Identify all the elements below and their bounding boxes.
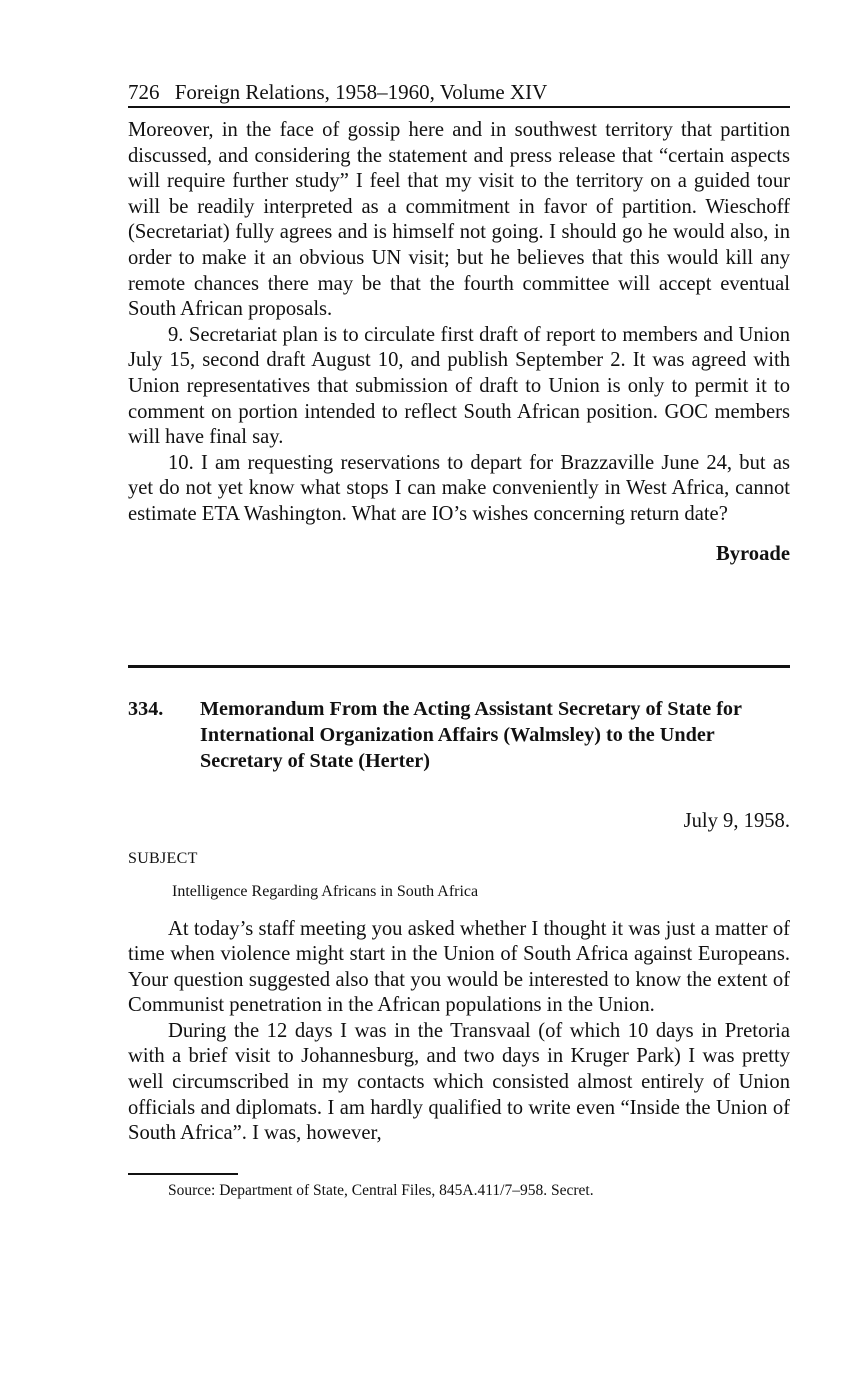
page: [128, 78, 790, 1202]
paragraph: Moreover, in the face of gossip here and in southwest territory that partition discussed, and considering the statement and press release that “certain aspects will require further study” I feel that my visit to the territory on a guided tour will be readily interpreted as a commitment in favor of partition. Wieschoff (Secretariat) fully agrees and is himself not going. I should go he would also, in order to make it an obvious UN visit; but he believes that this would kill any remote chances there may be that the fourth committee will accept eventual South African proposals.: [128, 119, 790, 321]
running-head: [128, 78, 790, 108]
page-number: 726: [128, 80, 160, 104]
paragraph: At today’s staff meeting you asked whether I thought it was just a matter of time when violence might start in the Union of South Africa against Europeans. Your question suggested also that you would be interested to know the extent of Communist penetration in the African populations in the Union.: [128, 917, 790, 1017]
continuation-text: [128, 118, 790, 528]
document-number: 334.: [128, 697, 164, 720]
paragraph: 9. Secretariat plan is to circulate first draft of report to members and Union July 15, second draft August 10, and publish September 2. It was agreed with Union representatives that submission of draft to Union is only to permit it to comment on portion intended to reflect South African position. GOC members will have final say.: [128, 323, 790, 449]
footnote-divider: [128, 1173, 238, 1175]
document-heading: [128, 696, 790, 774]
paragraph: During the 12 days I was in the Transvaal (of which 10 days in Pretoria with a brief visit to Johannesburg, and two days in Kruger Park) I was pretty well circumscribed in my contacts which consisted almost entirely of Union officials and diplomats. I am hardly qualified to write even “Inside the Union of South Africa”. I was, however,: [128, 1019, 790, 1145]
signature: Byroade: [716, 542, 790, 565]
footnote: Source: Department of State, Central Files, 845A.411/7–958. Secret.: [168, 1181, 594, 1199]
subject-label: SUBJECT: [128, 849, 198, 867]
section-divider: [128, 665, 790, 668]
document-date: July 9, 1958.: [683, 809, 790, 832]
document-title: Memorandum From the Acting Assistant Secretary of State for International Organization Affairs (Walmsley) to the Under Secretary of State (Herter): [200, 697, 742, 772]
memo-body: [128, 917, 790, 1147]
volume-title: Foreign Relations, 1958–1960, Volume XIV: [174, 80, 548, 104]
paragraph: 10. I am requesting reservations to depart for Brazzaville June 24, but as yet do not yet know what stops I can make conveniently in West Africa, cannot estimate ETA Washington. What are IO’s wishes concerning return date?: [128, 451, 790, 525]
subject-text: Intelligence Regarding Africans in South Africa: [172, 882, 479, 900]
